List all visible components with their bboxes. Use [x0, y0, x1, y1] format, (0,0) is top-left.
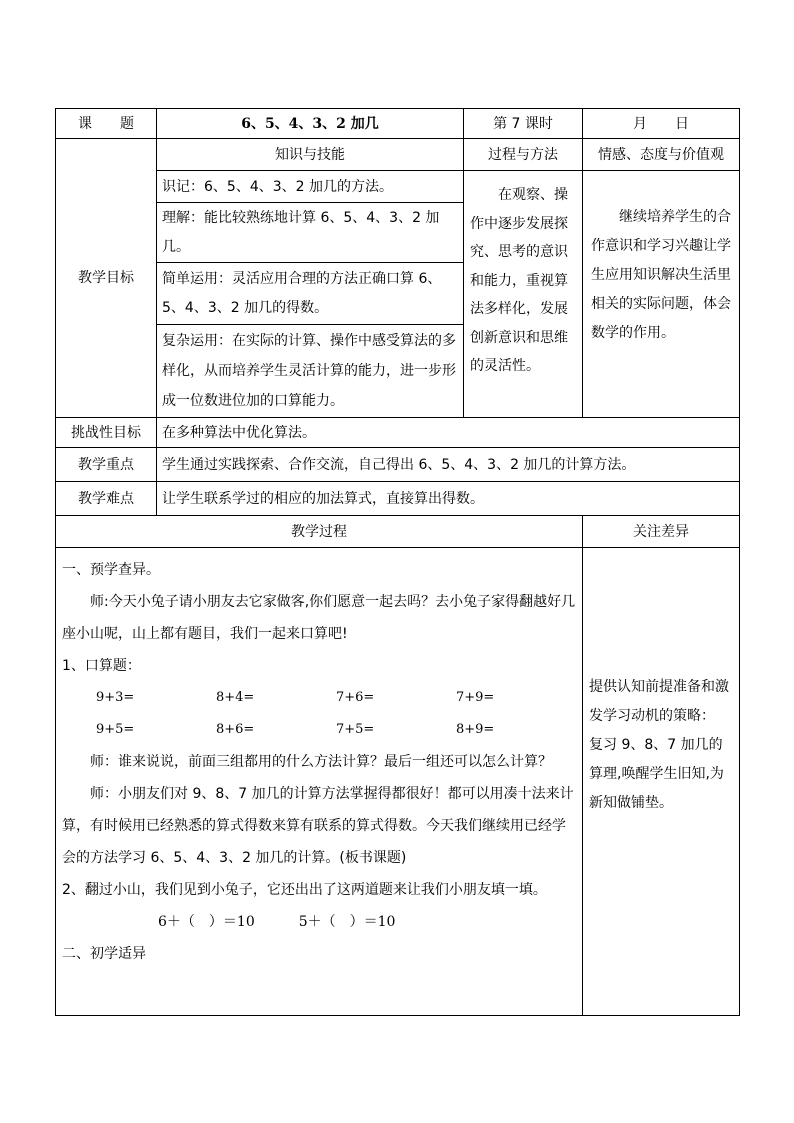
- challenge-text: 在多种算法中优化算法。: [157, 418, 740, 448]
- process-method-text: 在观察、操作中逐步发展探究、思考的意识和能力，重视算法多样化，发展创新意识和思维的灵活性。: [464, 171, 583, 418]
- lesson-plan-table: [55, 108, 740, 1016]
- goals-header-row: [56, 139, 740, 171]
- paragraph: 师:今天小兔子请小朋友去它家做客,你们愿意一起去吗？去小兔子家得翻越好几座小山呢，山上都有题目，我们一起来口算吧!: [62, 594, 576, 642]
- math-item: 9+3=: [96, 690, 135, 705]
- fill-blank-item: 6＋（ ）＝10: [158, 914, 255, 930]
- difficulty-text: 让学生联系学过的相应的加法算式，直接算出得数。: [157, 482, 740, 516]
- goals-label: 教学目标: [56, 139, 157, 418]
- topic-label: 课 题: [56, 109, 157, 139]
- emotion-text: 继续培养学生的合作意识和学习兴趣让学生应用知识解决生活里相关的实际问题，体会数学的作用。: [583, 171, 740, 418]
- process-header-row: [56, 516, 740, 548]
- math-item: 7+6=: [336, 690, 375, 705]
- sub-heading: 1、口算题：: [62, 658, 141, 674]
- math-item: 9+5=: [96, 722, 135, 737]
- fill-blank-item: 5＋（ ）＝10: [298, 914, 396, 930]
- difficulty-label: 教学难点: [56, 482, 157, 516]
- focus-header: 关注差异: [583, 516, 740, 548]
- fill-blank-row: [62, 906, 576, 938]
- knowledge-item: 简单运用：灵活应用合理的方法正确口算 6、5、4、3、2 加几的得数。: [157, 263, 464, 325]
- lesson-date: 月 日: [583, 109, 740, 139]
- lesson-title: 6、5、4、3、2 加几: [157, 109, 464, 139]
- challenge-row: [56, 418, 740, 448]
- key-point-label: 教学重点: [56, 448, 157, 482]
- math-item: 8+9=: [456, 722, 495, 737]
- paragraph: 师：小朋友们对 9、8、7 加几的计算方法掌握得都很好！都可以用凑十法来计算，有时候用已经熟悉的算式得数来算有联系的算式得数。今天我们继续用已经学会的方法学习 6、5、4、3、2 加几的计算。(板书课题): [62, 786, 574, 866]
- paragraph: 2、翻过小山，我们见到小兔子，它还出出了这两道题来让我们小朋友填一填。: [62, 882, 547, 898]
- focus-content: [583, 548, 740, 1016]
- knowledge-item: 复杂运用：在实际的计算、操作中感受算法的多样化，从而培养学生灵活计算的能力，进一步形成一位数进位加的口算能力。: [157, 325, 464, 418]
- focus-line: 复习 9、8、7 加几的算理,唤醒学生旧知,为新知做铺垫。: [589, 737, 724, 811]
- math-item: 8+4=: [216, 690, 255, 705]
- key-point-text: 学生通过实践探索、合作交流，自己得出 6、5、4、3、2 加几的计算方法。: [157, 448, 740, 482]
- knowledge-item: 理解：能比较熟练地计算 6、5、4、3、2 加几。: [157, 203, 464, 263]
- math-item: 8+6=: [216, 722, 255, 737]
- math-row: [62, 714, 576, 746]
- process-row: [56, 548, 740, 1016]
- section-heading: 一、预学查异。: [62, 562, 160, 578]
- knowledge-header: 知识与技能: [157, 139, 464, 171]
- teaching-process-content: [56, 548, 583, 1016]
- challenge-label: 挑战性目标: [56, 418, 157, 448]
- math-item: 7+9=: [456, 690, 495, 705]
- key-point-row: [56, 448, 740, 482]
- section-heading: 二、初学适异: [62, 946, 146, 962]
- difficulty-row: [56, 482, 740, 516]
- knowledge-item: 识记：6、5、4、3、2 加几的方法。: [157, 171, 464, 203]
- paragraph: 师：谁来说说，前面三组都用的什么方法计算？最后一组还可以怎么计算？: [90, 754, 552, 770]
- header-row: [56, 109, 740, 139]
- process-method-header: 过程与方法: [464, 139, 583, 171]
- math-item: 7+5=: [336, 722, 375, 737]
- teaching-process-header: 教学过程: [56, 516, 583, 548]
- math-row: [62, 682, 576, 714]
- knowledge-row-1: [56, 171, 740, 203]
- emotion-header: 情感、态度与价值观: [583, 139, 740, 171]
- focus-line: 提供认知前提准备和激发学习动机的策略：: [589, 679, 729, 724]
- lesson-number: 第 7 课时: [464, 109, 583, 139]
